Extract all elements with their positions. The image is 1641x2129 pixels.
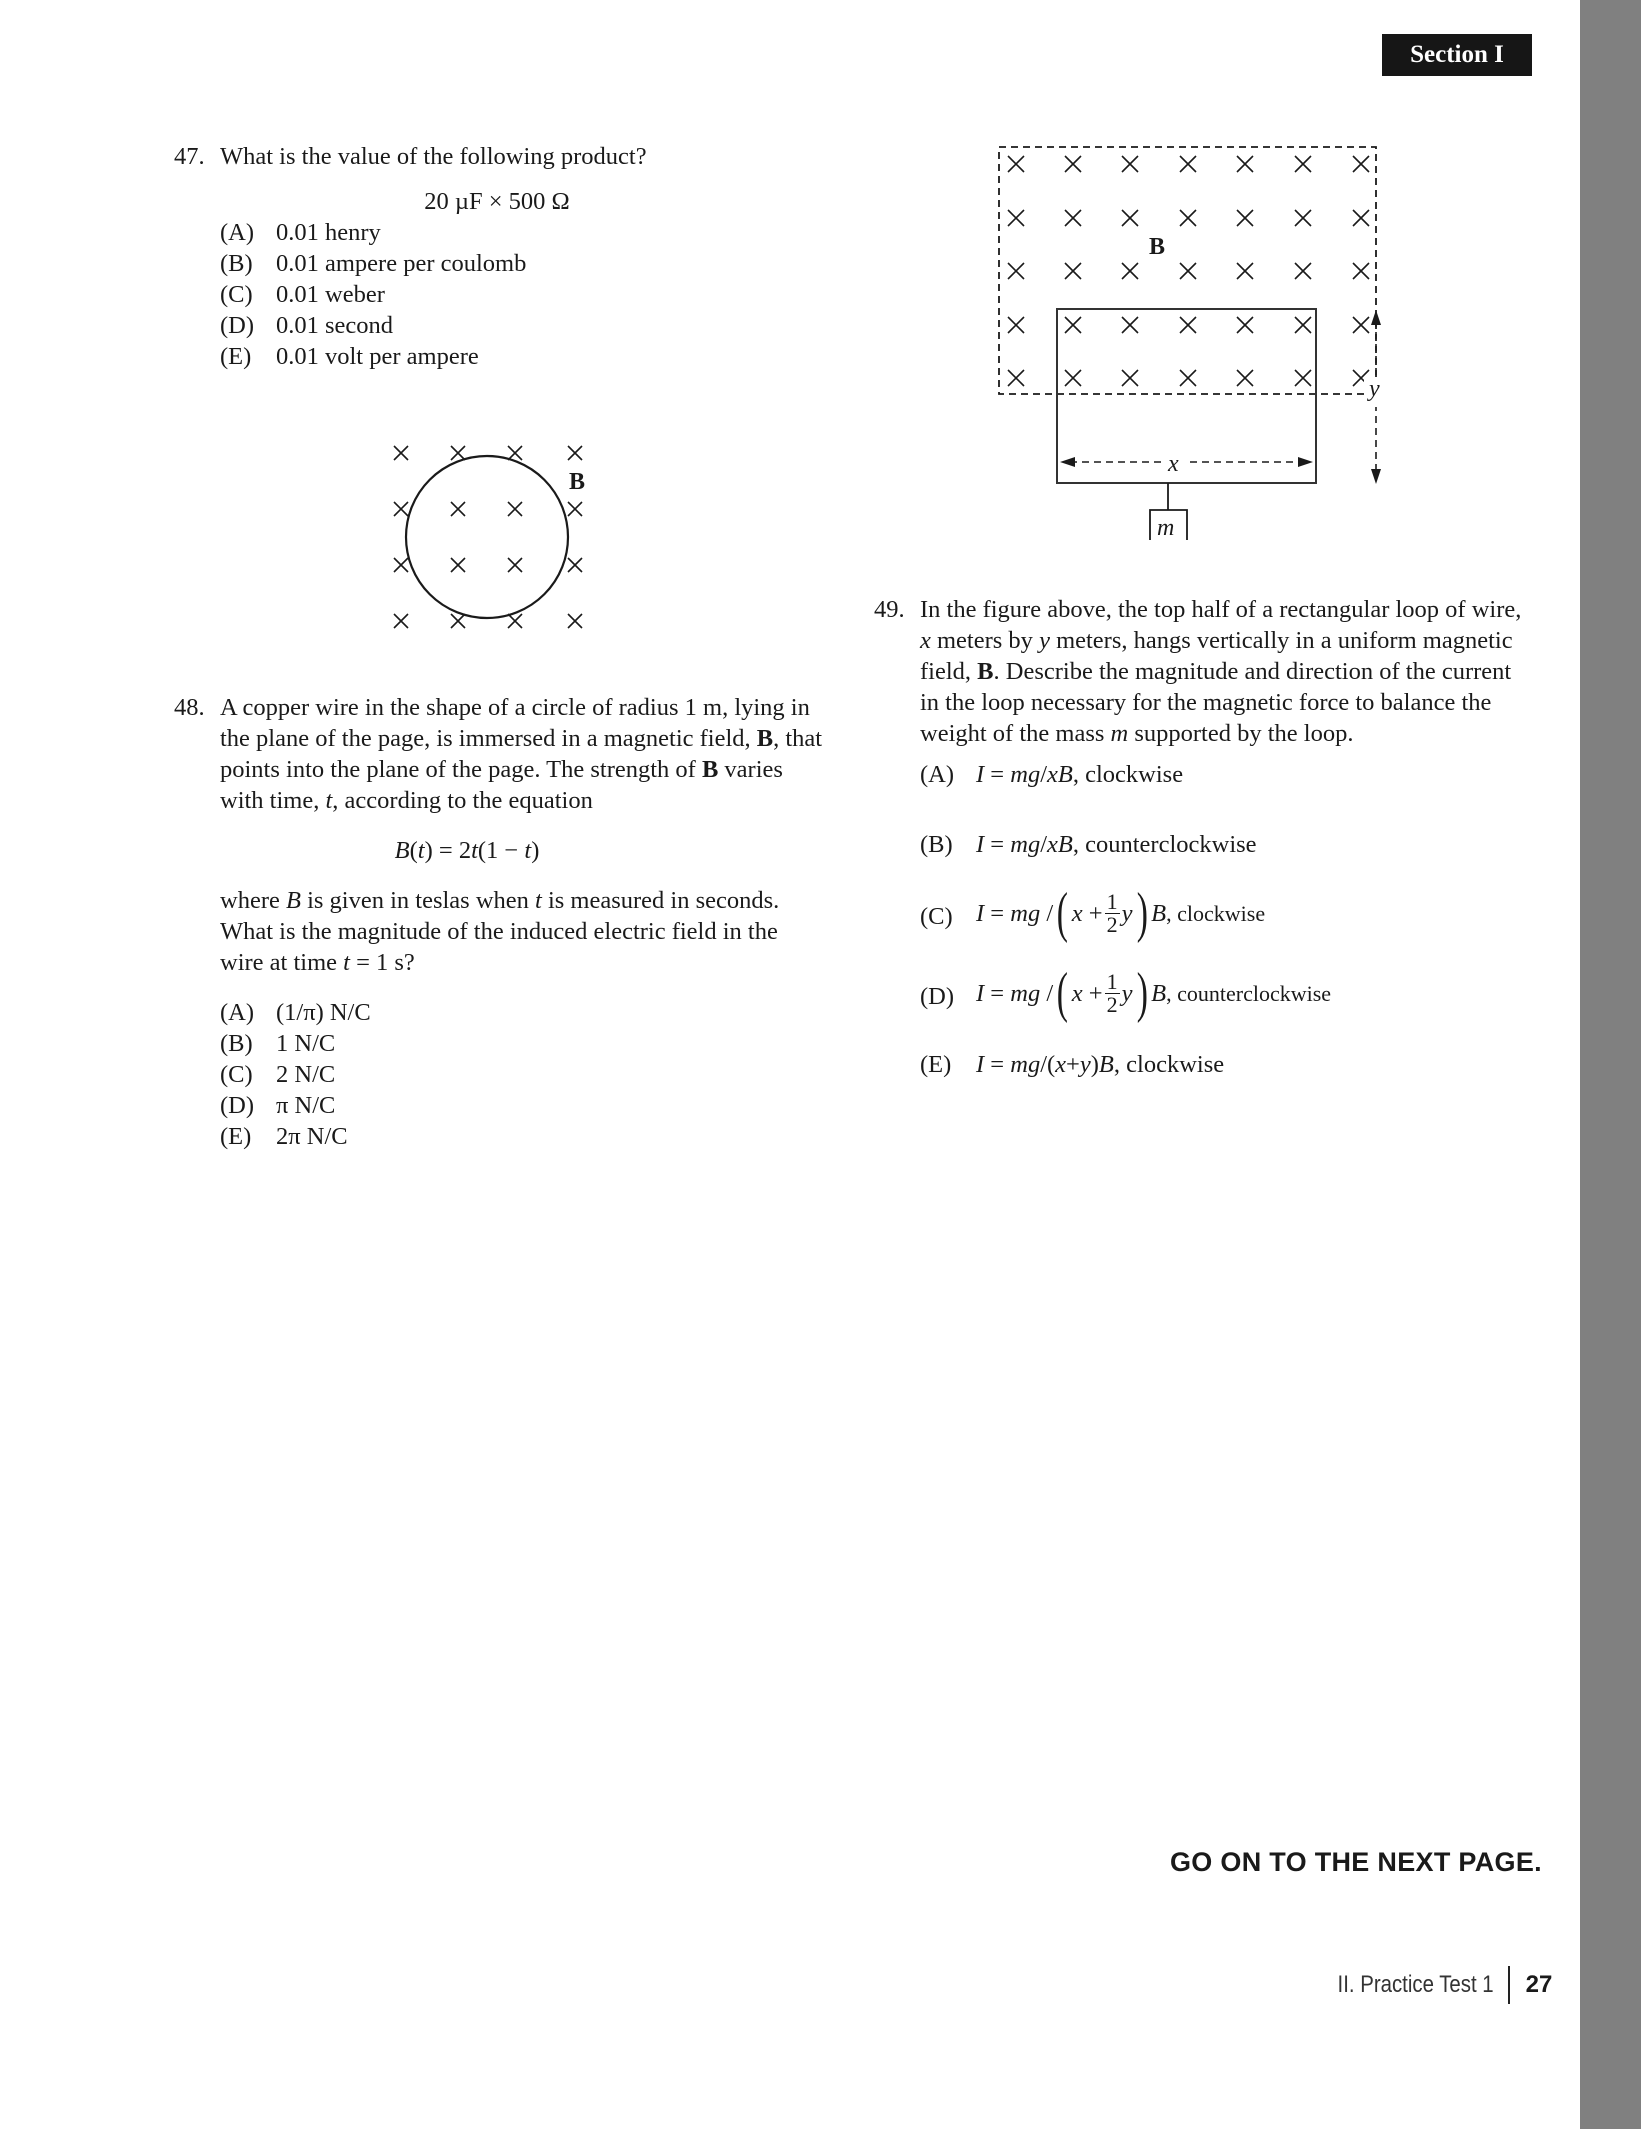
option-formula: I = mg / ( x + $\frac{1}{2}$ y ) B , clockwise xyxy=(976,882,1266,944)
answer-option[interactable]: (B) I = mg/xB, counterclockwise xyxy=(920,829,1524,889)
answer-option[interactable]: (B) 0.01 ampere per coulomb xyxy=(220,250,527,277)
field-cross-icon xyxy=(1065,317,1081,333)
field-cross-icon xyxy=(1008,263,1024,279)
option-formula: I = mg / ( x + $\frac{1}{2}$ y ) B , counterclockwise xyxy=(976,962,1332,1024)
field-cross-icon xyxy=(568,614,582,628)
arrowhead-left-icon xyxy=(1060,457,1075,467)
arrowhead-down-icon xyxy=(1371,469,1381,484)
field-cross-icon xyxy=(508,558,522,572)
field-cross-icon xyxy=(1008,156,1024,172)
answer-option[interactable]: (E) 0.01 volt per ampere xyxy=(220,343,479,370)
field-cross-icon xyxy=(1180,370,1196,386)
question-47 xyxy=(174,141,794,372)
field-cross-icon xyxy=(1295,263,1311,279)
question-49 xyxy=(874,594,1524,1080)
field-cross-icon xyxy=(1008,370,1024,386)
field-cross-icon xyxy=(1008,210,1024,226)
field-cross-icon xyxy=(508,614,522,628)
field-cross-icon xyxy=(451,558,465,572)
field-cross-icon xyxy=(1237,370,1253,386)
field-cross-icon xyxy=(1180,156,1196,172)
field-into-page-crosses xyxy=(394,446,582,628)
field-cross-icon xyxy=(394,446,408,460)
field-cross-icon xyxy=(568,446,582,460)
answer-options xyxy=(220,217,794,372)
copper-wire-loop xyxy=(406,456,568,618)
answer-option[interactable]: (E) I = mg/(x+y)B, clockwise xyxy=(920,1051,1225,1078)
question-prompt: What is the value of the following product? xyxy=(220,143,647,170)
field-cross-icon xyxy=(1295,210,1311,226)
page-footer xyxy=(1310,1965,1552,2005)
field-label: B xyxy=(1149,234,1166,260)
field-cross-icon xyxy=(1122,263,1138,279)
field-cross-icon xyxy=(394,558,408,572)
field-cross-icon xyxy=(568,502,582,516)
field-cross-icon xyxy=(1237,317,1253,333)
continue-notice: GO ON TO THE NEXT PAGE. xyxy=(1170,1847,1542,1877)
question-48 xyxy=(174,692,824,1152)
answer-option[interactable]: (D) I = mg / ( x + $\frac{1}{2}$ y ) B , counterclockwise xyxy=(920,962,1332,1024)
field-cross-icon xyxy=(1065,210,1081,226)
field-label: B xyxy=(569,469,586,495)
field-cross-icon xyxy=(394,614,408,628)
field-cross-icon xyxy=(1065,263,1081,279)
mass-label: m xyxy=(1157,515,1175,541)
field-cross-icon xyxy=(1237,210,1253,226)
field-cross-icon xyxy=(1353,317,1369,333)
answer-option[interactable]: (C) I = mg / ( x + $\frac{1}{2}$ y ) B , clockwise xyxy=(920,882,1266,944)
field-cross-icon xyxy=(568,558,582,572)
option-formula: I = mg/xB, clockwise xyxy=(976,761,1184,788)
field-cross-icon xyxy=(1237,263,1253,279)
field-cross-icon xyxy=(1065,370,1081,386)
field-cross-icon xyxy=(1122,156,1138,172)
page-number: 27 xyxy=(1525,1971,1553,1998)
field-cross-icon xyxy=(1122,370,1138,386)
footer-divider xyxy=(1508,1966,1510,2004)
width-label: x xyxy=(1168,451,1179,477)
field-cross-icon xyxy=(508,502,522,516)
field-cross-icon xyxy=(1180,263,1196,279)
question-number: 48. xyxy=(174,694,205,721)
field-cross-icon xyxy=(1180,210,1196,226)
option-formula: I = mg/(x+y)B, clockwise xyxy=(976,1051,1225,1078)
answer-option[interactable]: (B) 1 N/C xyxy=(220,1030,336,1057)
answer-option[interactable]: (C) 0.01 weber xyxy=(220,281,385,308)
answer-option[interactable]: (A) (1/π) N/C xyxy=(220,999,371,1026)
question-number: 47. xyxy=(174,143,205,170)
field-cross-icon xyxy=(1237,156,1253,172)
arrowhead-right-icon xyxy=(1298,457,1313,467)
answer-option[interactable]: (C) 2 N/C xyxy=(220,1061,336,1088)
field-cross-icon xyxy=(1295,317,1311,333)
field-cross-icon xyxy=(451,446,465,460)
field-cross-icon xyxy=(451,614,465,628)
question-prompt: A copper wire in the shape of a circle of radius 1 m, lying in the plane of the page, is immersed in a magnetic field, B, that points into the plane of the page. The strength of B varies with time, t, according to the equation xyxy=(220,694,823,814)
field-cross-icon xyxy=(1008,317,1024,333)
field-cross-icon xyxy=(508,446,522,460)
field-equation: B(t) = 2t(1 − t) xyxy=(394,837,540,864)
field-into-page-crosses xyxy=(1008,156,1369,386)
answer-option[interactable]: (D) π N/C xyxy=(220,1092,336,1119)
arrowhead-up-icon xyxy=(1371,310,1381,325)
answer-options xyxy=(220,997,824,1152)
product-expression: 20 µF × 500 Ω xyxy=(424,188,570,215)
field-cross-icon xyxy=(1180,317,1196,333)
field-cross-icon xyxy=(1295,370,1311,386)
field-cross-icon xyxy=(1295,156,1311,172)
question-followup: where B is given in teslas when t is measured in seconds. What is the magnitude of the induced electric field in the wire at time t = 1 s? xyxy=(220,887,780,976)
field-cross-icon xyxy=(394,502,408,516)
answer-option[interactable]: (E) 2π N/C xyxy=(220,1123,348,1150)
height-label: y xyxy=(1369,376,1380,402)
field-cross-icon xyxy=(1353,210,1369,226)
field-cross-icon xyxy=(1122,210,1138,226)
question-prompt: In the figure above, the top half of a rectangular loop of wire, x meters by y meters, hangs vertically in a uniform magnetic field, B. Describe the magnitude and direction of the current in the loop necessary for the magnetic force to balance the weight of the mass m supported by the loop. xyxy=(920,596,1522,747)
page-edge-tab xyxy=(1580,0,1641,2129)
question-number: 49. xyxy=(874,596,905,623)
section-label: Section I xyxy=(1410,41,1504,68)
answer-options xyxy=(920,759,1524,1080)
rectangular-loop-figure xyxy=(980,130,1420,550)
field-cross-icon xyxy=(451,502,465,516)
answer-option[interactable]: (A) I = mg/xB, clockwise xyxy=(920,759,1524,809)
field-cross-icon xyxy=(1353,263,1369,279)
circle-field-figure xyxy=(370,420,610,640)
answer-option[interactable]: (D) 0.01 second xyxy=(220,312,394,339)
part-label: II. Practice Test 1 xyxy=(1337,1971,1494,1998)
option-formula: I = mg/xB, counterclockwise xyxy=(976,831,1257,858)
field-cross-icon xyxy=(1122,317,1138,333)
answer-option[interactable]: (A) 0.01 henry xyxy=(220,219,381,246)
field-cross-icon xyxy=(1065,156,1081,172)
section-badge xyxy=(1382,34,1532,76)
field-cross-icon xyxy=(1353,156,1369,172)
